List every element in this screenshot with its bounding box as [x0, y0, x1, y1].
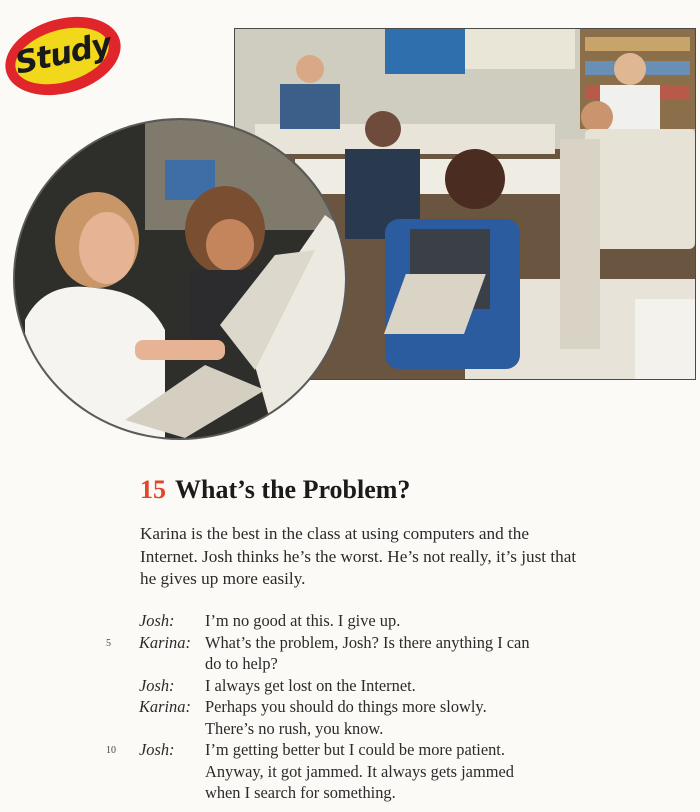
- speaker: Karina:: [139, 632, 191, 652]
- line-text: Anyway, it got jammed. It always gets jammed: [205, 761, 514, 781]
- speaker: Josh:: [139, 675, 175, 695]
- intro-paragraph: Karina is the best in the class at using computers and the Internet. Josh thinks he’s the worst. He’s not really, it’s just that he gives up more easily.: [140, 524, 577, 588]
- line-text: do to help?: [205, 654, 278, 673]
- line-number: 5: [106, 637, 111, 649]
- line-number: 10: [106, 745, 116, 756]
- dialogue-line: [106, 782, 606, 804]
- dialogue-line: [106, 761, 606, 783]
- line-text: I’m getting better but I could be more patient.: [205, 740, 505, 759]
- line-text: There’s no rush, you know.: [205, 718, 384, 738]
- line-text: I always get lost on the Internet.: [205, 675, 416, 695]
- line-text: I’m no good at this. I give up.: [205, 611, 401, 630]
- dialogue-line: [106, 739, 606, 761]
- study-logo-text: Study: [12, 26, 114, 82]
- speaker: Josh:: [139, 740, 175, 759]
- line-text: when I search for something.: [205, 783, 396, 802]
- dialogue-line: [106, 696, 606, 718]
- dialogue: [106, 610, 606, 804]
- section-number: 15: [140, 475, 166, 504]
- line-text: Perhaps you should do things more slowly.: [205, 697, 487, 716]
- study-logo: [2, 10, 124, 98]
- section-heading: [140, 474, 410, 506]
- dialogue-line: [106, 653, 606, 675]
- line-text: What’s the problem, Josh? Is there anything I can: [205, 632, 530, 652]
- dialogue-line: [106, 632, 606, 654]
- speaker: Josh:: [139, 611, 175, 630]
- karina-photo: [13, 118, 347, 440]
- dialogue-line: [106, 718, 606, 740]
- speaker: Karina:: [139, 697, 191, 716]
- dialogue-line: [106, 675, 606, 697]
- section-title: What’s the Problem?: [175, 475, 411, 504]
- dialogue-line: [106, 610, 606, 632]
